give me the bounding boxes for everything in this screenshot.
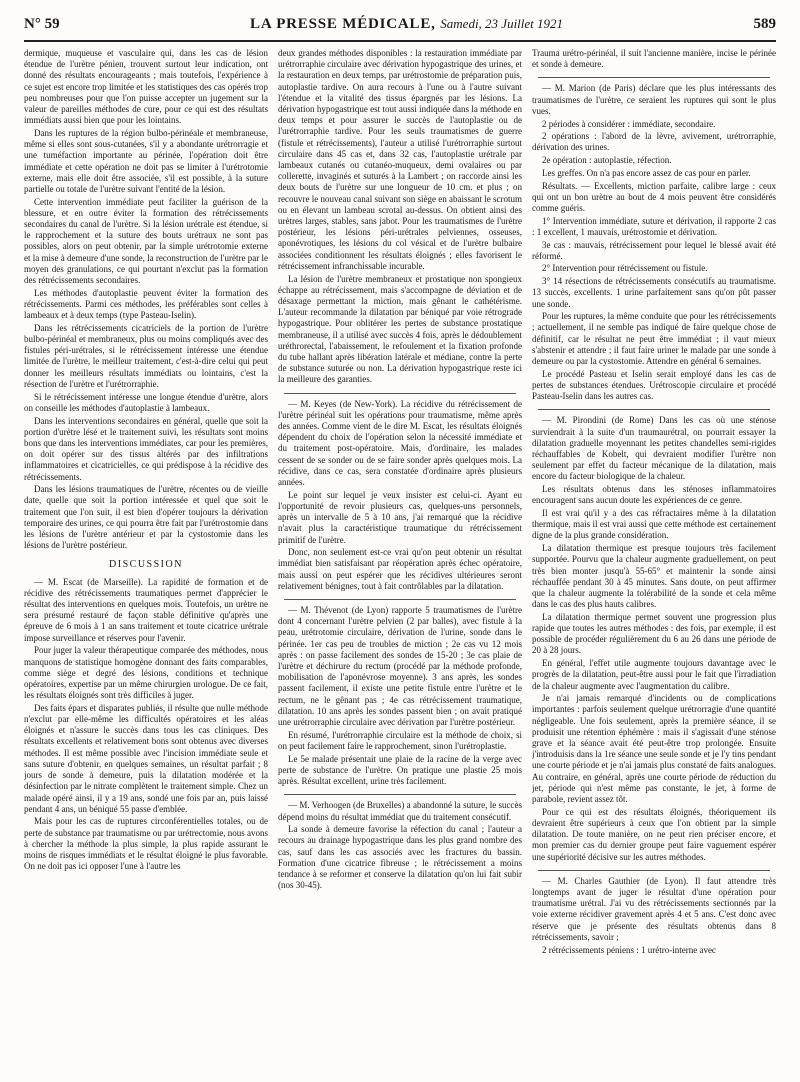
discussion-paragraph: Mais pour les cas de ruptures circonférentielles totales, ou de perte de substance par traumatisme ou par urétrectomie, nous avons à chercher la méthode la plus simple, la plus rapide assurant le moins de risques immédiats et le résultat éloigné le plus favorable. On ne doit pas ici opposer l'une à l'autre les — [24, 816, 268, 872]
paragraph: — M. Pirondini (de Rome) Dans les cas où une sténose surviendrait à la suite d'un traumaurétral, on pourrait essayer la dilatation graduelle moyennant les petites chandelles semi-rigides réchauffables de Kobelt, qui devraient modifier l'urètre non seulement par effet du facteur mécanique de la dilatation, mais encore du facteur biologique de la chaleur. — [532, 415, 776, 482]
separator-rule — [538, 870, 770, 871]
issue-date: Samedi, 23 Juillet 1921 — [440, 16, 564, 31]
paragraph: — M. Marion (de Paris) déclare que les plus intéressants des traumatismes de l'urètre, ce seraient les ruptures qui sont le plus vues. — [532, 83, 776, 116]
separator-rule — [538, 409, 770, 410]
paragraph: 2 opérations : l'abord de la lèvre, avivement, urétrorraphie, dérivation des urines. — [532, 131, 776, 153]
paragraph: Dans les interventions secondaires en général, quelle que soit la portion d'urètre lésé et le traitement suivi, les résultats sont moins bons que dans les interventions immédiates, car pour les premières, on doit opérer sur des tissus altérés par des infiltrations inflammatoires et cicatricielles, ce qui prédispose à la récidive des rétrécissements. — [24, 415, 268, 482]
paragraph: Le procédé Pasteau et Iselin serait employé dans les cas de pertes de substances étendues. Urétroscopie circulaire et procédé Pasteau-Iselin dans les autres cas. — [532, 368, 776, 402]
separator-rule — [538, 77, 770, 78]
paragraph: 2e opération : autoplastie, réfection. — [542, 155, 672, 166]
paragraph: Je n'ai jamais remarqué d'incidents ou de complications importantes : parfois seulement quelque urétrorragie d'une quantité négligeable. Une fois seulement, après la première séance, il se produisit une rétention éphémère : mais il s'agissait d'une sténose grave et la séance avait été peut-être trop prolongée. Ensuite j'introduisis dans la 1re séance une seule sonde et je l'y tins pendant une courte période et je n'ai jamais plus constaté de faits analogues. Au contraire, en général, après une courte période de réduction du jet, période qui n'est même pas constante, le jet, à forme de parabole, revient assez tôt. — [532, 693, 776, 805]
paragraph: Pour les ruptures, la même conduite que pour les rétrécissements ; actuellement, il ne semble pas indiqué de faire quelque chose de définitif, car le résultat ne peut être immédiat ; il vaut mieux s'abstenir et attendre ; il faut faire uriner le malade par une sonde à demeure ou par la cystostomie. Attendre en général 6 semaines. — [532, 311, 776, 367]
header-rule — [24, 40, 776, 42]
paragraph: Il est vrai qu'il y a des cas réfractaires même à la dilatation thermique, mais il est vrai aussi que cette méthode est certainement digne de la plus grande considération. — [532, 508, 776, 541]
paragraph: En général, l'effet utile augmente toujours davantage avec le progrès de la dilatation, peut-être aussi pour le fait que l'irradiation de la chaleur augmente avec l'augmentation du calibre. — [532, 658, 776, 691]
paragraph: 1° Intervention immédiate, suture et dérivation, il rapporte 2 cas : 1 excellent, 1 mauvais, urétrostomie et dérivation. — [532, 215, 776, 237]
paragraph: deux grandes méthodes disponibles : la restauration immédiate par urétrorraphie circulaire avec dérivation hypogastrique des urines, et la restauration en deux temps, par urétrostomie de préparation puis, autoplastie tardive. On aura recours à l'une ou à l'autre suivant l'étendue et la vitalité des tissus épargnés par les lésions. La dérivation hypogastrique est tout aussi indiquée dans la méthode en deux temps et pour assurer le succès de l'autoplastie ou de l'urétrorraphie tardive. Pour les seuls traumatismes de guerre (fistule et rétrécissements), l'auteur a utilisé l'urétrorraphie surtout circulaire dans 45 cas et, dans 32 cas, l'autoplastie urétrale par lambeaux cutanés ou cutanéo-muqueux, demi ovalaires ou par collerette, invaginés et suturés à la Lambert ; on raccorde ainsi les deux bouts de l'urètre sur une longueur de 10 cm. et plus ; on recouvre le nouveau canal suivant son siège en abaissant le scrotum ou en élevant un lambeau scrotal au-dessus. On obtient ainsi des urètres larges, stables, sans jabot. Pour les traumatismes de l'urètre postérieur, les lésions péri-urétrales pelviennes, osseuses, aponévrotiques, les lésions du col vésical et de l'urètre bulbaire associées conditionnent les résultats éloignés ; elles favorisent le rétrécissement infranchissable incurable. — [278, 48, 522, 271]
paragraph: Le point sur lequel je veux insister est celui-ci. Ayant eu l'opportunité de revoir plusieurs cas, quelques-uns personnels, après un intervalle de 5 à 10 ans, j'ai remarqué que la récidive n'avait plus la caractéristique traumatique du rétrécissement primitif de l'urètre. — [278, 489, 522, 545]
separator-rule — [284, 393, 516, 394]
paragraph: Dans les rétrécissements cicatriciels de la portion de l'urètre bulbo-périnéal et membraneux, plus ou moins compliqués avec des fistules péri-urétrales, si le rétrécissement intéresse une étendue limitée de l'urètre, le meilleur traitement, c'est-à-dire celui qui peut donner les meilleurs résultats immédiats ou lointains, c'est la résection de l'urètre et l'urétrorraphie. — [24, 322, 268, 389]
paragraph: La sonde à demeure favorise la réfection du canal ; l'auteur a recours au drainage hypogastrique dans les plus grand nombre des cas, sauf dans les cas associés avec les fractures du bassin. Formation d'une cicatrice fibreuse ; le rétrécissement a moins tendance à se reformer et conserve la dilatation qu'on lui fait subir (nos 30-45). — [278, 824, 522, 891]
paragraph: dermique, muqueuse et vasculaire qui, dans les cas de lésion étendue de l'urètre pénien, trouvent surtout leur indication, ont donné des résultats encourageants ; mais toutefois, l'expérience à ce sujet est encore trop limitée et les statistiques des cas opérés trop peu nombreuses pour que l'on puisse accepter un jugement sur la valeur de pareilles méthodes de cure, pour ce qui est des résultats immédiats aussi bien que pour les lointains. — [24, 48, 268, 126]
section-heading: DISCUSSION — [109, 559, 183, 571]
discussion-paragraph: — M. Escat (de Marseille). La rapidité de formation et de récidive des rétrécissements traumatiques permet d'apprécier le résultat des interventions en quelques mois. Toutefois, un urètre ne sera présumé restauré de façon stable définitive qu'après une épreuve de 6 mois à 1 an sans traitement et toute cicatrice urétrale impose surveillance et réserves pour l'avenir. — [24, 576, 268, 643]
paragraph: 2 périodes à considérer : immédiate, secondaire. — [542, 118, 716, 129]
page-header — [24, 16, 776, 38]
paragraph: — M. Thévenot (de Lyon) rapporte 5 traumatismes de l'urètre dont 4 concernant l'urètre pelvien (2 par balles), avec fistule à la peau, urétrotomie circulaire, dérivation de l'urine, sonde dans le périnée. 1er cas peu de troubles de miction ; 2e cas vu 12 mois après : on passe facilement des sondes de 15-20 ; 3e cas plaie de l'urètre et déchirure du rectum (procédé par la méthode profonde, mobilisation de l'aponévrose moyenne). 3 ans après, les sondes passent facilement, il existe une petite fistule entre l'urètre et le rectum, ne le gênant pas ; 4e cas rétrécissement traumatique, dilatation. 10 ans après les sondes passent bien ; on avait pratiqué une urétrorraphie circulaire avec dérivation par l'urètre postérieur. — [278, 605, 522, 728]
paragraph: — M. Verhoogen (de Bruxelles) a abandonné la suture, le succès dépend moins du résultat immédiat que du traitement consécutif. — [278, 800, 522, 822]
column-2 — [278, 48, 522, 1068]
page-number: 589 — [753, 16, 776, 32]
paragraph: Les méthodes d'autoplastie peuvent éviter la formation des rétrécissements. Parmi ces méthodes, les préférables sont celles à lambeaux et à deux temps (type Pasteau-Iselin). — [24, 287, 268, 321]
paragraph: Cette intervention immédiate peut faciliter la guérison de la blessure, et en outre éviter la formation des rétrécissements secondaires du canal de l'urètre. Si la lésion urétrale est étendue, si le rapprochement et la suture des bouts urétraux ne sont pas possibles, alors on peut obtenir, par la simple urétrotomie externe et la mise à demeure d'une sonde, la reconstruction de l'urètre par le moyen des granulations, ce qui pourtant n'exclut pas la formation des rétrécissements secondaires. — [24, 196, 268, 286]
separator-rule — [284, 794, 516, 795]
separator-rule — [284, 599, 516, 600]
paragraph: — M. Keyes (de New-York). La récidive du rétrécissement de l'urètre périnéal suit les opérations pour traumatisme, même après des années. Comme vient de le dire M. Escat, les résultats éloignés dépendent du choix de l'opération selon la nécessité immédiate et du traitement post-opératoire. Mais, d'ordinaire, les malades cessent de se sonder ou de se faire sonder après quelques mois. La récidive, dans ce cas, sera constatée d'ordinaire après plusieurs années. — [278, 398, 522, 488]
paragraph: Les résultats obtenus dans les sténoses inflammatoires encouragent sans aucun doute les expériences de ce genre. — [532, 484, 776, 506]
paragraph: Si le rétrécissement intéresse une longue étendue d'urètre, alors on conseille les méthodes d'autoplastie à lambeaux. — [24, 391, 268, 413]
paragraph: Dans les ruptures de la région bulbo-périnéale et membraneuse, même si elles sont sous-cutanées, s'il y a abondante urétrorragie et une tuméfaction importante au périnée, l'opération doit être immédiate et cette opération ne doit pas se limiter à l'urétrotomie externe, mais elle doit être associée, s'il est possible, à la suture partielle ou totale de l'urètre suivant l'entité de la lésion. — [24, 127, 268, 194]
journal-title: LA PRESSE MÉDICALE, — [250, 16, 436, 32]
paragraph: Dans les lésions traumatiques de l'urètre, récentes ou de vieille date, quelle que soit la portion intéressée et quel que soit le traitement que l'on suit, il est bien d'opérer toujours la dérivation temporaire des urines, ce qui pourra être fait par l'urétrostomie dans les lésions de l'urètre antérieur et par la cystostomie dans les lésions de l'urètre postérieur. — [24, 484, 268, 551]
paragraph: Les greffes. On n'a pas encore assez de cas pour en parler. — [542, 167, 751, 178]
paragraph: En résumé, l'urétrorraphie circulaire est la méthode de choix, si on peut facilement faire le rapprochement, sinon l'urétroplastie. — [278, 729, 522, 751]
paragraph: Le 5e malade présentait une plaie de la racine de la verge avec perte de substance de l'urètre. On pratique une plastie 25 mois après. Résultat excellent, urine très facilement. — [278, 753, 522, 787]
paragraph: La lésion de l'urètre membraneux et prostatique non spongieux échappe au rétrécissement, mais s'accompagne de déviation et de désaxage permettant la miction, mais gênant le cathétérisme. L'auteur recommande la dilatation par béniqué par voie rétrograde hypogastrique. Pour oblitérer les pertes de substance prostatique membraneuse, il a utilisé avec succès 4 fois, après le dédoublement uréthrorectal, l'abaissement, le refoulement et la fixation profonde du tube hallant après libération latérale et médiane, contre la perte de substance suturée ou non. La dérivation hypogastrique reste ici la meilleure des garanties. — [278, 273, 522, 385]
discussion-paragraph: Des faits épars et disparates publiés, il résulte que nulle méthode n'exclut par elle-même les difficultés opératoires et les aléas éloignés et n'assure le succès dans tous les cas cliniques. Des résultats excellents et relativement bons sont obtenus avec diverses méthodes. Il est même possible avec l'incision immédiate seule et sans suture d'obtenir, en quelques semaines, un résultat parfait ; 8 jours de sonde à demeure, puis la dilatation modérée et la désinfection par le nitrate complètent le traitement simple. Chez un malade opéré ainsi, il y a 19 ans, sondé une fois par an, puis laissé pendant 4 ans, un béniqué 55 passe d'emblée. — [24, 702, 268, 814]
discussion-paragraph: Pour juger la valeur thérapeutique comparée des méthodes, nous manquons de statistique homogène donnant des faits comparables, comme siège et degré des lésions, conditions et technique opératoires, expertise par un même chirurgien urologue. De ce fait, les résultats éloignés sont très difficiles à juger. — [24, 645, 268, 701]
paragraph: La dilatation thermique est presque toujours très facilement supportée. Pourvu que la chaleur augmente graduellement, on peut très bien monter jusqu'à 55-65° et maintenir la sonde ainsi réchauffée pendant 30 à 45 minutes. Sans doute, on peut affirmer que la chaleur augmente la tolérabilité de la sonde et cela même dans le cas des plus hauts calibres. — [532, 543, 776, 610]
paragraph: 3° 14 résections de rétrécissements consécutifs au traumatisme. 13 succès, excellents. 1 urine parfaitement sans qu'on pût passer une sonde. — [532, 276, 776, 309]
paragraph: Résultats. — Excellents, miction parfaite, calibre large : ceux qui ont un bon urètre au bout de 4 mois peuvent être considérés comme guéris. — [532, 180, 776, 213]
paragraph: 2 rétrécissements péniens : 1 urétro-interne avec — [542, 944, 716, 955]
column-3 — [532, 48, 776, 1068]
issue-number: N° 59 — [24, 16, 60, 32]
paragraph: 3e cas : mauvais, rétrécissement pour lequel le blessé avait été réformé. — [532, 239, 776, 261]
paragraph: La dilatation thermique permet souvent une progression plus rapide que toutes les autres méthodes : des fois, par exemple, il est possible de procéder régulièrement du 6 au 26 dans une période de 20 à 28 jours. — [532, 611, 776, 656]
paragraph: Donc, non seulement est-ce vrai qu'on peut obtenir un résultat immédiat bien satisfaisant par réopération après échec opératoire, mais aussi on peut espérer que les récidives ultérieures seront relativement bénignes, tout à fait contrôlables par la dilatation. — [278, 547, 522, 591]
journal-masthead — [250, 16, 563, 33]
paragraph: — M. Charles Gauthier (de Lyon). Il faut attendre très longtemps avant de juger le résultat d'une opération pour traumatisme urétral. J'ai vu des rétrécissements sectionnés par la voie externe récidiver gravement après 4 et 5 ans. C'est donc avec réserve que je présente des résultats obtenus dans 8 rétrécissements, savoir ; — [532, 875, 776, 942]
paragraph: 2° Intervention pour rétrécissement ou fistule. — [542, 263, 708, 274]
paragraph: Pour ce qui est des résultats éloignés, théoriquement ils devraient être supérieurs à ceux que l'on obtient par la simple dilatation. De toute manière, on ne peut rien préciser encore, et mon premier cas du dernier groupe peut faire vaguement espérer une supériorité décisive sur les autres méthodes. — [532, 806, 776, 862]
paragraph: Trauma urétro-périnéal, il suit l'ancienne manière, incise le périnée et sonde à demeure. — [532, 48, 776, 70]
column-1 — [24, 48, 268, 1068]
